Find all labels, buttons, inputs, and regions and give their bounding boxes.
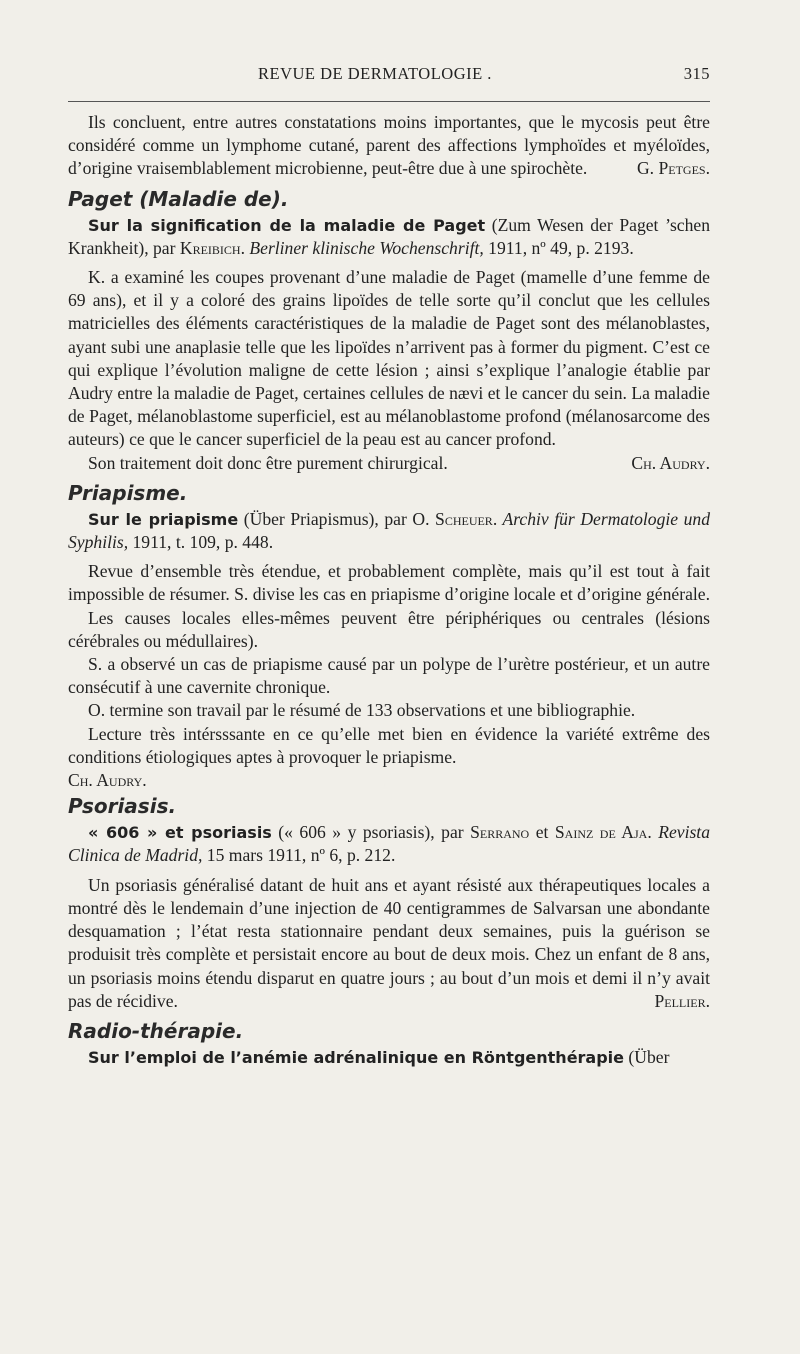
paragraph: S. a observé un cas de priapisme causé par un polype de l’urètre postérieur, et un autre consécutif à une cavernite chronique. [68, 654, 710, 698]
paragraph: K. a examiné les coupes provenant d’une maladie de Paget (mamelle d’une femme de 69 ans), et il y a coloré des grains lipoïdes de telle sorte qu’il conclut que les cellules matricielles des éléments caractéristiques de la maladie de Paget sont des mélanoblastes, ayant subi une anaplasie telle que les lipoïdes n’arrivent pas à former du pigment. C’est ce qui explique l’évolution maligne de cette lésion ; ainsi s’explique l’analogie établie par Audry entre la maladie de Paget, certaines cellules de nævi et le cancer du sein. La maladie de Paget, mélanoblastome superficiel, est au mélanoblastome profond (mélanosarcome des auteurs) ce que le cancer superficiel de la peau est au cancer profond. [68, 267, 710, 450]
signature: Ch. Audry. [631, 452, 710, 473]
intro-paragraph: Ils concluent, entre autres constatations moins importantes, que le mycosis peut être considéré comme un lymphome cutané, parent des affections lymphoïdes et myéloïdes, d’origine vraisemblablement microbienne, peut-être due à une spirochète. G. Petges. [68, 111, 710, 181]
paragraph: Son traitement doit donc être purement chirurgical. Ch. Audry. [68, 452, 710, 475]
reference-paget: Sur la signification de la maladie de Paget (Zum Wesen der Paget ’schen Krankheit), par Kreibich. Berliner klinische Wochenschrift, 1911, nº 49, p. 2193. [68, 214, 711, 258]
reference-psoriasis: « 606 » et psoriasis (« 606 » y psoriasis), par Serrano et Sainz de Aja. Revista Clinica de Madrid, 15 mars 1911, nº 6, p. 212. [68, 822, 710, 866]
article-body [68, 111, 710, 1069]
signature: G. Petges. [636, 158, 710, 179]
section-heading-priapisme: Priapisme. [68, 480, 188, 505]
journal-title: REVUE DE DERMATOLOGIE . [258, 64, 492, 83]
paragraph: O. termine son travail par le résumé de 133 observations et une bibliographie. [88, 700, 636, 721]
header-rule [68, 101, 710, 102]
page-number: 315 [683, 64, 710, 83]
running-header [68, 64, 710, 90]
section-heading-radio: Radio-thérapie. [68, 1018, 244, 1043]
paragraph: Les causes locales elles-mêmes peuvent être périphériques ou centrales (lésions cérébrales ou médullaires). [68, 607, 710, 651]
paragraph: Lecture très intérsssante en ce qu’elle met bien en évidence la variété extrême des conditions étiologiques aptes à provoquer le priapisme. [68, 723, 710, 767]
section-heading-psoriasis: Psoriasis. [68, 794, 177, 819]
signature: Ch. Audry. [68, 770, 147, 791]
reference-radio: Sur l’emploi de l’anémie adrénalinique en Röntgenthérapie (Über [88, 1046, 670, 1067]
signature: Pellier. [654, 990, 710, 1011]
reference-priapisme: Sur le priapisme (Über Priapismus), par O. Scheuer. Archiv für Dermatologie und Syphilis, 1911, t. 109, p. 448. [68, 508, 711, 553]
paragraph: Revue d’ensemble très étendue, et probablement complète, mais qu’il est tout à fait impossible de résumer. S. divise les cas en priapisme d’origine locale et d’origine générale. [68, 561, 710, 605]
section-heading-paget: Paget (Maladie de). [68, 186, 289, 211]
paragraph: Un psoriasis généralisé datant de huit ans et ayant résisté aux thérapeutiques locales a montré dès le lendemain d’une injection de 40 centigrammes de Salvarsan une abondante desquamation ; l’état resta stationnaire pendant deux semaines, puis la guérison se produisit très complète et persistait encore au bout de deux mois. Chez un enfant de 8 ans, un psoriasis moins étendu disparut en quatre jours ; au bout d’un mois et demi il n’y avait pas de récidive. Pellier. [68, 874, 710, 1013]
